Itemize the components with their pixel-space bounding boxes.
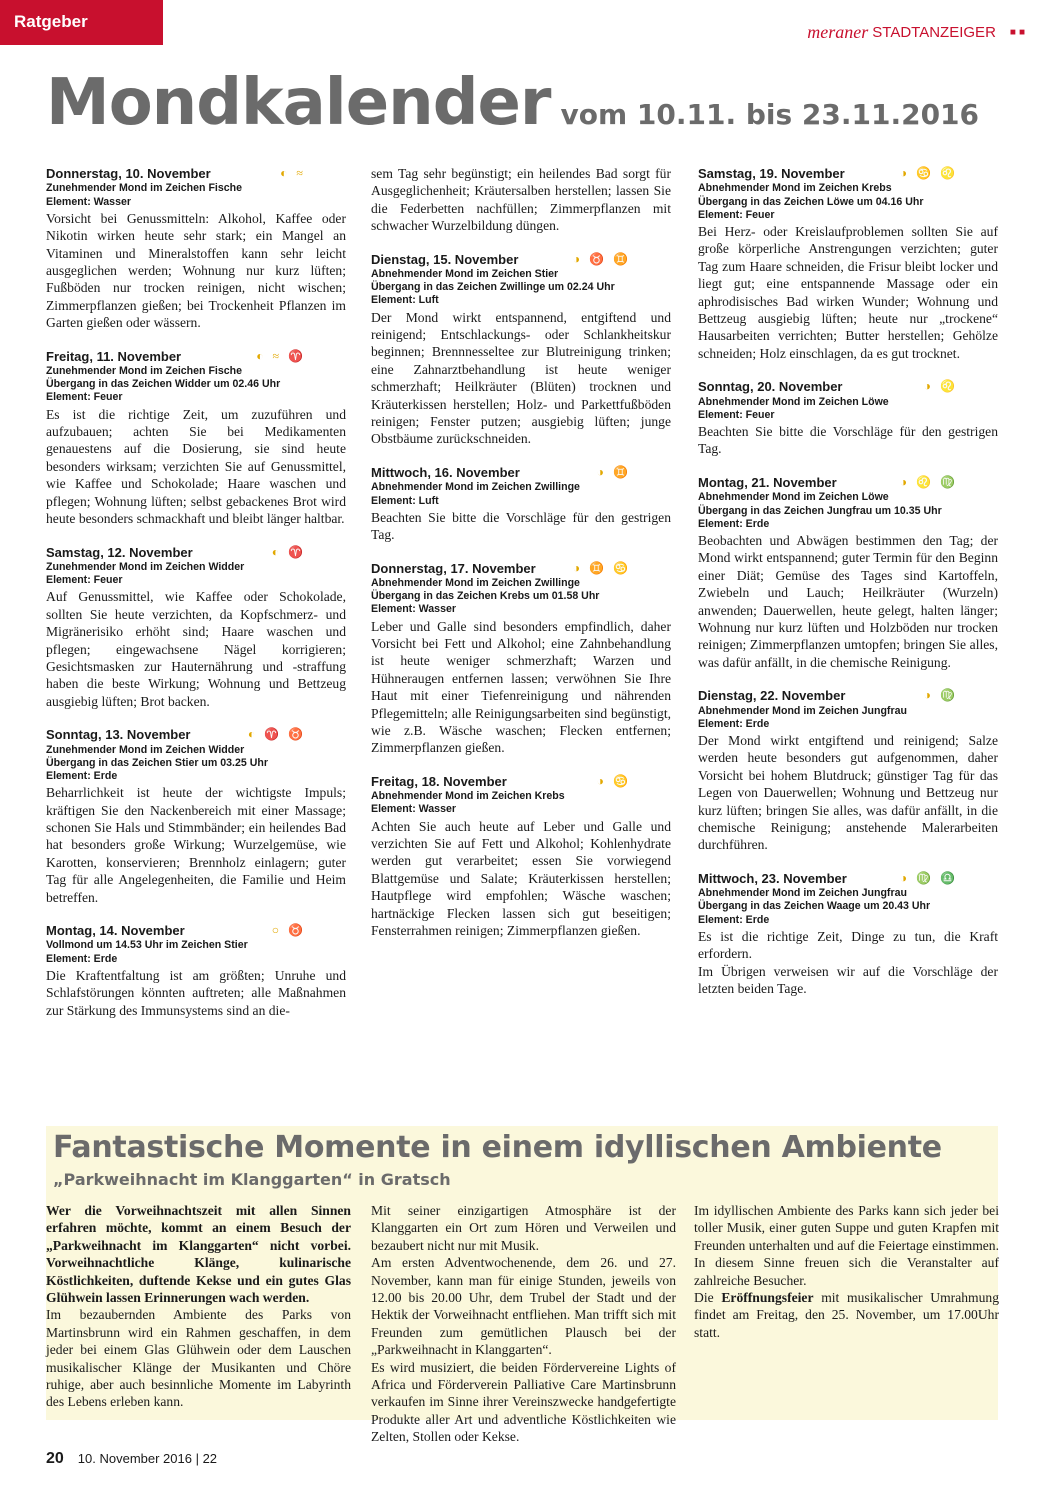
entry-day: Dienstag, 22. November: [698, 688, 846, 704]
calendar-entry: [371, 773, 671, 940]
issue-info: 10. November 2016 | 22: [77, 1451, 218, 1466]
entry-text: Beachten Sie bitte die Vorschläge für den gestrigen Tag.: [698, 424, 998, 457]
calendar-entry: [371, 560, 671, 757]
moon-zodiac-icon: ◐ ♈ ♉: [247, 727, 306, 742]
feature-column-1: [46, 1202, 351, 1411]
entry-day: Donnerstag, 17. November: [371, 560, 536, 576]
entry-text: Achten Sie auch heute auf Leber und Galle und verzichten Sie auf Fett und Alkohol; Kohlenhydrate werden gut verarbeitet; essen Sie vorwiegend Blattgemüse und Salate; Kräuterkissen herstellen; Hautpflege wird empfohlen; Wäsche waschen; hartnäckige Flecken lassen sich gut beseitigen; Fensterrahmen reinigen; Zimmerpflanzen gießen.: [371, 818, 671, 939]
entry-day: Freitag, 11. November: [46, 348, 182, 364]
entry-meta: Abnehmender Mond im Zeichen Zwillinge: [371, 576, 580, 589]
entry-meta: Element: Wasser: [46, 195, 131, 208]
entry-day: Montag, 21. November: [698, 474, 837, 490]
continued-text: sem Tag sehr begünstigt; ein heilendes Bad sorgt für Ausgeglichenheit; Kräutersalben herstellen; lassen Sie die Federbetten nachfüllen; Zimmerpflanzen mit schwacher Wurzelbildung düngen.: [371, 166, 671, 234]
calendar-column-2: [371, 165, 671, 955]
entry-day: Sonntag, 20. November: [698, 379, 843, 395]
entry-header: [698, 687, 998, 704]
entry-day: Samstag, 12. November: [46, 544, 193, 560]
entry-header: [46, 348, 346, 365]
entry-day: Dienstag, 15. November: [371, 251, 519, 267]
moon-zodiac-icon: ◐ ♈: [271, 544, 306, 559]
entry-meta: Vollmond um 14.53 Uhr im Zeichen Stier: [46, 939, 248, 952]
entry-meta: Übergang in das Zeichen Jungfrau um 10.35 Uhr: [698, 504, 942, 517]
calendar-entry: [698, 687, 998, 854]
entry-header: [46, 726, 346, 743]
entry-meta: Abnehmender Mond im Zeichen Krebs: [698, 182, 892, 195]
entry-header: [371, 773, 671, 790]
entry-header: [46, 922, 346, 939]
entry-meta: Übergang in das Zeichen Stier um 03.25 Uhr: [46, 756, 268, 769]
calendar-entry: [46, 165, 346, 332]
masthead: [807, 22, 1028, 43]
calendar-entry: [46, 544, 346, 711]
calendar-entry: [698, 165, 998, 362]
entry-meta: Abnehmender Mond im Zeichen Löwe: [698, 395, 889, 408]
entry-header: [698, 870, 998, 887]
moon-zodiac-icon: ◐ ≈: [280, 166, 306, 180]
entry-day: Mittwoch, 23. November: [698, 870, 847, 886]
entry-text: Beachten Sie bitte die Vorschläge für den gestrigen Tag.: [371, 509, 671, 543]
feature-column-2: [371, 1202, 676, 1446]
entry-text: Der Mond wirkt entspannend, entgiftend und reinigend; Entschlackungs- oder Schlankheitskur beginnen; Brennnesseltee zur Blutreinigung trinken; eine Zahnarztbehandlung ist heute weniger schmerzhaft; Heilkräuter (Blüten) trocknen und Kräuterkissen herstellen; Holz- und Parkettfußböden reinigen; Fenster putzen; ausgiebig lüften; junge Obstbäume zurückschneiden.: [371, 309, 671, 447]
moon-zodiac-icon: ◑ ♊ ♋: [572, 560, 631, 575]
entry-meta: Element: Luft: [371, 294, 439, 307]
calendar-entry: [698, 474, 998, 671]
entry-header: [371, 464, 671, 481]
p6-post: mit musikalischer Umrahmung findet am Freitag, den 25. November, um 17.00Uhr statt.: [694, 1290, 999, 1340]
entry-text: Leber und Galle sind besonders empfindlich, daher Vorsicht bei Fett und Alkohol; eine Zahnbehandlung ist heute weniger schmerzhaft; Warzen und Hühneraugen entfernen lassen; verwöhnen Sie Ihre Haut mit einer Tiefenreinigung und nährenden Pflegemitteln; alle Reinigungsarbeiten sind begünstigt, wie z.B. Wäsche waschen; Flecken entfernen; Zimmerpflanzen gießen.: [371, 618, 671, 756]
moon-zodiac-icon: ◑ ♌: [923, 379, 958, 394]
entry-day: Samstag, 19. November: [698, 166, 845, 181]
entry-meta: Übergang in das Zeichen Löwe um 04.16 Uhr: [698, 195, 924, 208]
entry-meta: Zunehmender Mond im Zeichen Fische: [46, 182, 243, 195]
entry-meta: Element: Erde: [698, 717, 770, 730]
masthead-dots-icon: ■■: [1009, 27, 1028, 38]
entry-meta: Element: Luft: [371, 494, 439, 507]
moon-zodiac-icon: ◑ ♋: [596, 773, 631, 788]
feature-title: Fantastische Momente in einem idyllischen Ambiente: [53, 1130, 942, 1165]
moon-zodiac-icon: ◑ ♊: [596, 464, 631, 479]
moon-zodiac-icon: ◑ ♉ ♊: [572, 251, 631, 266]
entry-text: Es ist die richtige Zeit, Dinge zu tun, die Kraft erfordern.: [698, 928, 998, 962]
page-title: [46, 66, 1006, 140]
entry-text: Beobachten und Abwägen bestimmen den Tag; der Mond wirkt entspannend; guter Termin für den Beginn einer Diät; Gemüse des Tages sind Kartoffeln, Zwiebeln und Lauch; Heilkräuter (Wurzeln) anwenden; Dauerwellen, heute gelegt, halten länger; Wohnung nur kurz lüften und Holzböden nur trocken reinigen; Zimmerpflanzen umtopfen; bringen Sie alles, was dafür anfällt, in die chemische Reinigung.: [698, 532, 998, 670]
feature-paragraph: [694, 1289, 999, 1341]
moon-zodiac-icon: ◑ ♍ ♎: [899, 870, 958, 885]
moon-zodiac-icon: ◐ ≈ ♈: [256, 348, 306, 363]
feature-subtitle: „Parkweihnacht im Klanggarten“ in Gratsch: [53, 1170, 451, 1189]
feature-paragraph: Mit seiner einzigartigen Atmosphäre ist der Klanggarten ein Ort zum Hören und Verweilen und bezaubert nicht nur mit Musik.: [371, 1203, 676, 1253]
entry-text: Im Übrigen verweisen wir auf die Vorschläge der letzten beiden Tage.: [698, 963, 998, 997]
calendar-entry: [698, 378, 998, 458]
p6-bold: Eröffnungsfeier: [721, 1290, 814, 1306]
moon-zodiac-icon: ◑ ♍: [923, 688, 958, 703]
entry-text: Vorsicht bei Genussmitteln: Alkohol, Kaffee oder Nikotin wirken heute sehr stark; ein Mangel an Vitaminen und Mineralstoffen kann sehr leicht ausgeglichen werden; Wohnung nur kurz lüften; Fußböden nur trocken reinigen, nicht wischen; Zimmerpflanzen gießen; bei Trockenheit Pflanzen im Garten gießen oder wässern.: [46, 210, 346, 331]
entry-meta: Abnehmender Mond im Zeichen Zwillinge: [371, 481, 580, 494]
entry-meta: Abnehmender Mond im Zeichen Jungfrau: [698, 887, 907, 900]
entry-meta: Übergang in das Zeichen Krebs um 01.58 Uhr: [371, 590, 600, 603]
entry-meta: Element: Erde: [46, 769, 118, 782]
entry-header: [371, 560, 671, 577]
entry-header: [698, 474, 998, 491]
entry-text: Beharrlichkeit ist heute der wichtigste Impuls; kräftigen Sie den Nackenbereich mit einer Massage; schonen Sie Hals und Stimmbänder; ein heilendes Bad hat besonders große Wirkung; Wurzelgemüse, wie Karotten, konservieren; Brennholz einlagern; guter Tag für alle Angelegenheiten, die Familie und Heim betreffen.: [46, 785, 346, 905]
feature-paragraph: Es wird musiziert, die beiden Fördervereine Lights of Africa und Förderverein Palliative Care Martinsbrunn verkaufen im Sinne ihrer Vereinszwecke handgefertigte Produkte aller Art und adventliche Köstlichkeiten wie Zelten, Stollen oder Kekse.: [371, 1359, 676, 1445]
feature-paragraph: Im idyllischen Ambiente des Parks kann sich jeder bei toller Musik, einer guten Suppe und guten Krapfen mit Freunden unterhalten und auf die Feiertage einstimmen. In diesem Sinne freuen sich die Veranstalter auf zahlreiche Besucher.: [694, 1203, 999, 1288]
entry-meta: Übergang in das Zeichen Widder um 02.46 Uhr: [46, 378, 281, 391]
entry-meta: Übergang in das Zeichen Waage um 20.43 Uhr: [698, 900, 931, 913]
title-main: Mondkalender: [46, 66, 551, 140]
section-label: Ratgeber: [14, 12, 88, 31]
entry-header: [46, 165, 346, 182]
calendar-entry: [371, 251, 671, 448]
moon-zodiac-icon: ◑ ♌ ♍: [899, 474, 958, 489]
moon-zodiac-icon: ◑ ♋ ♌: [899, 166, 958, 180]
entry-text: Auf Genussmittel, wie Kaffee oder Schokolade, sollten Sie heute verzichten, da Kopfschmerz- und Migränerisiko erhöht sind; Haare waschen und pflegen; eingewachsene Nägel korrigieren; Gesichtsmasken zur Hauternährung und -straffung haben die beste Wirkung; Wohnung und Bettzeug ausgiebig lüften; Brot backen.: [46, 589, 346, 709]
feature-paragraph: Im bezaubernden Ambiente des Parks von Martinsbrunn wird ein Rahmen geschaffen, in dem jeder bei einem Glas Glühwein oder dem Lauschen musikalischer Klänge der Musikanten und Chöre ruhige, aber auch besinnliche Momente im Labyrinth des Lebens erleben kann.: [46, 1307, 351, 1410]
calendar-entry: [46, 726, 346, 906]
entry-day: Montag, 14. November: [46, 923, 185, 939]
entry-header: [46, 544, 346, 561]
entry-meta: Element: Feuer: [46, 574, 123, 587]
brand-name: meraner: [807, 22, 869, 42]
feature-lead: Wer die Vorweihnachtszeit mit allen Sinnen erfahren möchte, kommt an einem Besuch der „Parkweihnacht im Klanggarten“ nicht vorbei. Vorweihnachtliche Klänge, kulinarische Köstlichkeiten, duftende Kekse und ein gutes Glas Glühwein lassen Erinnerungen wach werden.: [46, 1203, 351, 1306]
calendar-column-3: [698, 165, 998, 1013]
entry-meta: Abnehmender Mond im Zeichen Löwe: [698, 491, 889, 504]
entry-meta: Übergang in das Zeichen Zwillinge um 02.24 Uhr: [371, 281, 615, 294]
moon-zodiac-icon: ○ ♉: [271, 923, 306, 938]
feature-column-3: [694, 1202, 999, 1341]
page-footer: [46, 1450, 217, 1468]
entry-meta: Element: Feuer: [698, 208, 775, 221]
calendar-column-1: [46, 165, 346, 1035]
entry-meta: Element: Erde: [698, 517, 770, 530]
entry-meta: Abnehmender Mond im Zeichen Jungfrau: [698, 704, 907, 717]
entry-meta: Zunehmender Mond im Zeichen Widder: [46, 560, 245, 573]
p6-pre: Die: [694, 1290, 722, 1306]
calendar-entry: [371, 464, 671, 544]
entry-meta: Element: Wasser: [371, 603, 456, 616]
entry-meta: Element: Feuer: [698, 408, 775, 421]
entry-text: Bei Herz- oder Kreislaufproblemen sollten Sie auf große körperliche Anstrengungen verzichten; guter Tag zum Haare schneiden, die Frisur bleibt locker und liegt gut; eine entspannende Massage oder ein aphrodisisches Bad wirken Wunder; Wohnung und Bettzeug ausgiebig lüften; heute nur „trockene“ Hausarbeiten verrichten; Butter herstellen; Gehölze schneiden; Holz einschlagen, da es gut trocknet.: [698, 224, 998, 361]
entry-day: Donnerstag, 10. November: [46, 166, 211, 181]
entry-text: Der Mond wirkt entgiftend und reinigend; Salze werden heute besonders gut aufgenommen, daher Vorsicht bei hohem Blutdruck; günstiger Tag für das Legen von Dauerwellen; Wohnung und Bettzeug nur kurz lüften; bringen Sie alles, was dafür anfällt, in die chemische Reinigung; anstehende Malerarbeiten durchführen.: [698, 732, 998, 853]
entry-meta: Abnehmender Mond im Zeichen Stier: [371, 268, 559, 281]
entry-meta: Element: Erde: [46, 952, 118, 965]
feature-article: [46, 1126, 999, 1445]
entry-meta: Zunehmender Mond im Zeichen Widder: [46, 743, 245, 756]
entry-meta: Abnehmender Mond im Zeichen Krebs: [371, 790, 565, 803]
entry-meta: Element: Wasser: [371, 803, 456, 816]
entry-header: [698, 165, 998, 182]
feature-paragraph: Am ersten Adventwochenende, dem 26. und 27. November, kann man für einige Stunden, jeweils von 12.00 bis 20.00 Uhr, dem Trubel der Stadt und der Hektik der Vorweihnacht entfliehen. Man trifft sich mit Freunden zum gemütlichen Plausch bei der „Parkweihnacht in Klanggarten“.: [371, 1255, 676, 1358]
entry-header: [698, 378, 998, 395]
entry-meta: Element: Feuer: [46, 391, 123, 404]
entry-day: Sonntag, 13. November: [46, 727, 191, 743]
entry-meta: Zunehmender Mond im Zeichen Fische: [46, 365, 243, 378]
section-tag: [0, 0, 163, 45]
entry-text: Die Kraftentfaltung ist am größten; Unruhe und Schlafstörungen könnten auftreten; alle Maßnahmen zur Stärkung des Immunsystems sind an die-: [46, 967, 346, 1018]
page-number: 20: [46, 1450, 64, 1467]
entry-header: [371, 251, 671, 268]
title-dates: vom 10.11. bis 23.11.2016: [560, 98, 980, 131]
entry-meta: Element: Erde: [698, 913, 770, 926]
entry-day: Freitag, 18. November: [371, 773, 507, 789]
calendar-entry: [46, 922, 346, 1019]
brand-suffix: STADTANZEIGER: [872, 24, 996, 41]
entry-text: Es ist die richtige Zeit, um zuzuführen und aufzubauen; achten Sie bei Medikamenten genauestens auf die Dosierung, sie sind heute besonders wirksam; verzichten Sie auf Genussmittel, wie Kaffee und Schokolade; Haare waschen und pflegen; Wohnung lüften; selbst gebackenes Brot wird heute besonders schmackhaft und bleibt länger haltbar.: [46, 406, 346, 527]
calendar-entry: [46, 348, 346, 528]
calendar-entry: [698, 870, 998, 998]
entry-day: Mittwoch, 16. November: [371, 464, 520, 480]
